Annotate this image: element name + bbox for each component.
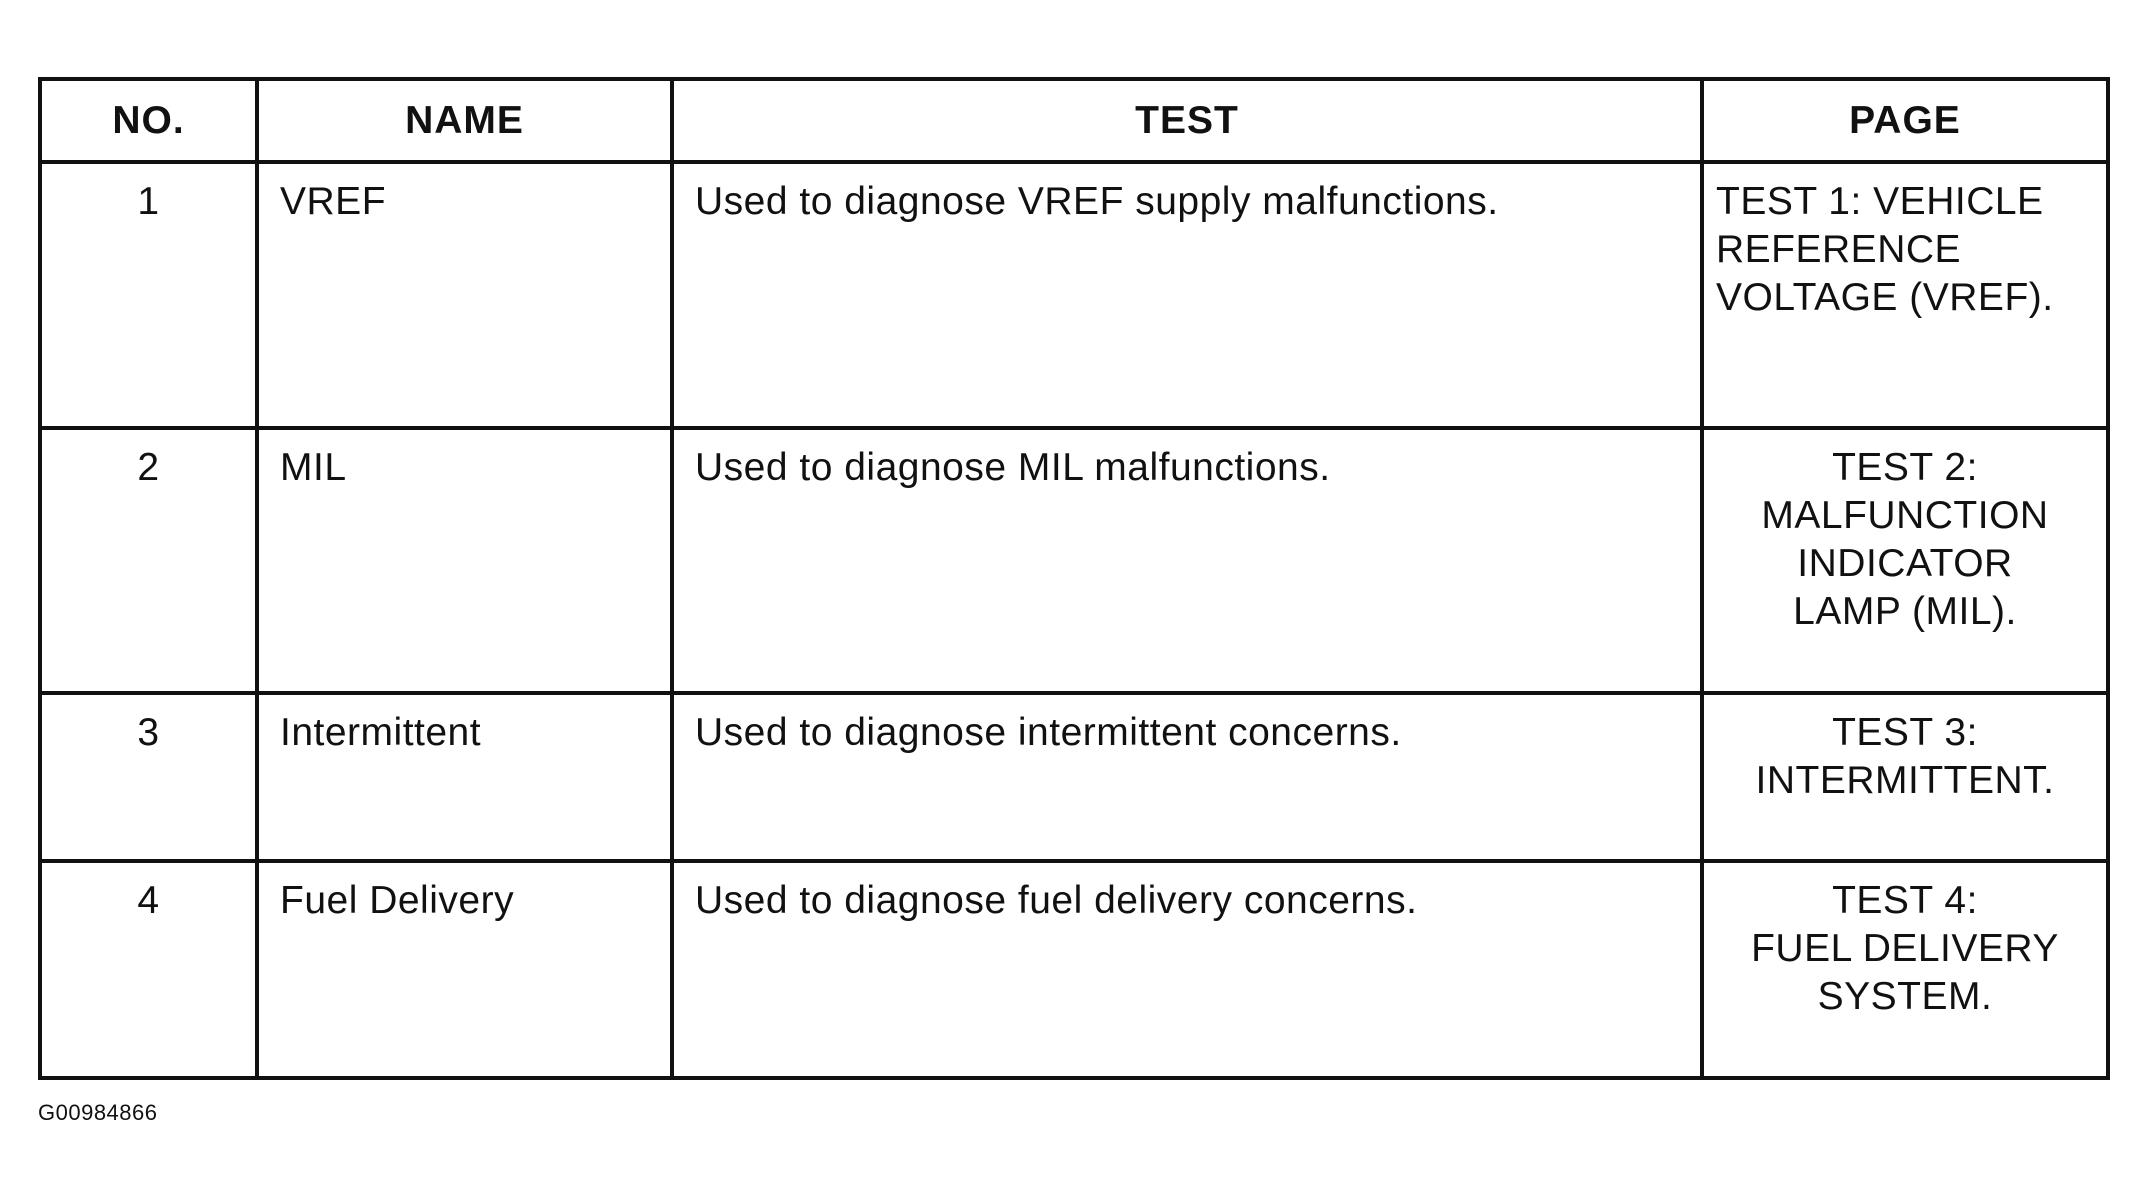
row-3-no: 3 bbox=[42, 695, 259, 863]
row-2-test: Used to diagnose MIL malfunctions. bbox=[674, 430, 1704, 695]
row-2-page: TEST 2: MALFUNCTION INDICATOR LAMP (MIL). bbox=[1704, 430, 2106, 695]
row-2-no: 2 bbox=[42, 430, 259, 695]
row-4-no: 4 bbox=[42, 863, 259, 1076]
header-page: PAGE bbox=[1704, 81, 2106, 164]
row-3-page: TEST 3: INTERMITTENT. bbox=[1704, 695, 2106, 863]
row-1-name: VREF bbox=[259, 164, 674, 430]
row-3-name: Intermittent bbox=[259, 695, 674, 863]
row-4-test: Used to diagnose fuel delivery concerns. bbox=[674, 863, 1704, 1076]
row-1-page: TEST 1: VEHICLE REFERENCE VOLTAGE (VREF). bbox=[1704, 164, 2106, 430]
row-1-test: Used to diagnose VREF supply malfunctions. bbox=[674, 164, 1704, 430]
header-test: TEST bbox=[674, 81, 1704, 164]
row-4-name: Fuel Delivery bbox=[259, 863, 674, 1076]
header-name: NAME bbox=[259, 81, 674, 164]
header-no: NO. bbox=[42, 81, 259, 164]
row-1-no: 1 bbox=[42, 164, 259, 430]
row-3-test: Used to diagnose intermittent concerns. bbox=[674, 695, 1704, 863]
diagnostic-test-table bbox=[38, 77, 2110, 1080]
row-2-name: MIL bbox=[259, 430, 674, 695]
figure-id: G00984866 bbox=[38, 1100, 158, 1125]
row-4-page: TEST 4: FUEL DELIVERY SYSTEM. bbox=[1751, 879, 2059, 1018]
